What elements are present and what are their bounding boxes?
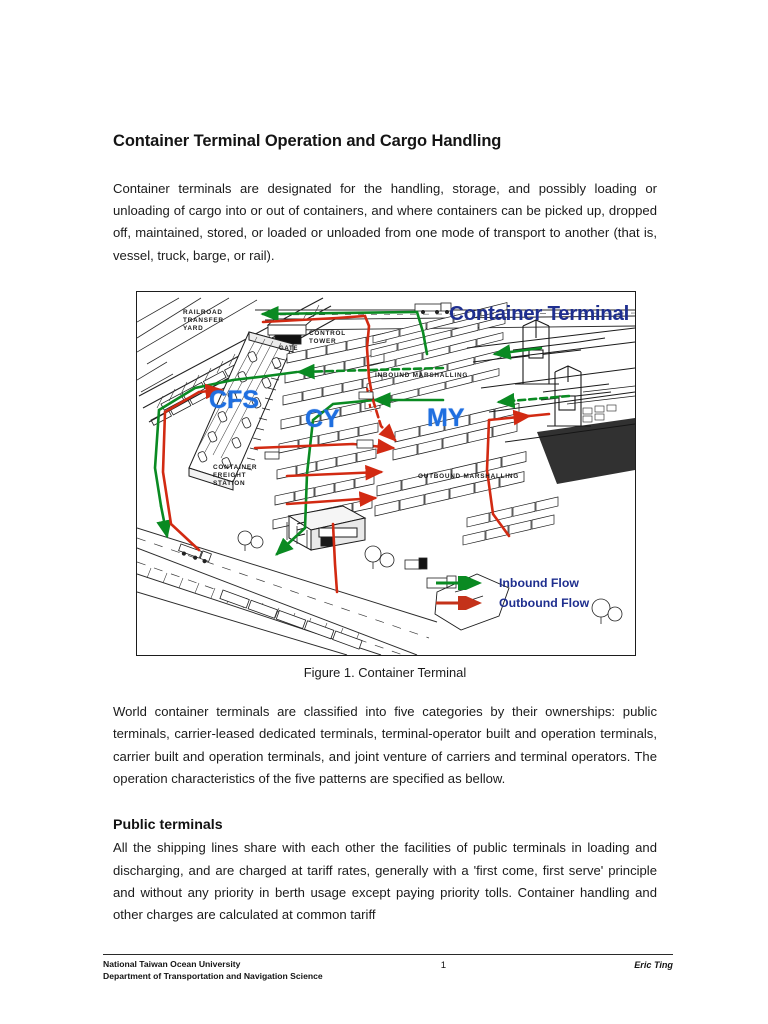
section-heading-public-terminals: Public terminals — [113, 817, 223, 834]
label-container-freight-station: CONTAINER FREIGHT STATION — [213, 463, 258, 488]
page-number: 1 — [440, 960, 447, 972]
outbound-arrow-icon — [433, 596, 491, 610]
figure-1 — [136, 291, 636, 680]
label-control-tower: CONTROL TOWER — [309, 329, 346, 346]
footer-department: Department of Transportation and Navigation Science — [103, 970, 323, 981]
public-terminals-paragraph: All the shipping lines share with each other the facilities of public terminals in loading and discharging, and are charged at tariff rates, generally with a 'first come, first serve' principle and without any priority in berth usage except paying priority tolls. Container handling and other charges are calculated at common tariff — [113, 840, 657, 923]
figure-image — [136, 291, 636, 656]
classification-paragraph: World container terminals are classified into five categories by their ownerships: public terminals, carrier-leased dedicated terminals, terminal-operator built and operation terminals, carrier built and operation terminals, and joint venture of carriers and terminal operators. The operation characteristics of the five patterns are specified as bellow. — [113, 703, 657, 786]
spacer — [113, 680, 657, 701]
intro-paragraph: Container terminals are designated for the handling, storage, and possibly loading or unloading of cargo into or out of containers, and where containers can be picked up, dropped off, maintained, stored, or loaded or unloaded from one mode of transport to another (that is, vessel, truck, barge, or rail). — [113, 180, 657, 263]
inbound-arrow-icon — [433, 576, 491, 590]
legend-row-inbound — [433, 573, 628, 593]
figure-overlay-title: Container Terminal — [449, 301, 629, 325]
yard-tag-cy: CY — [305, 404, 340, 433]
spacer — [113, 790, 657, 816]
page-footer — [103, 954, 673, 982]
figure-legend — [433, 573, 628, 613]
figure-caption: Figure 1. Container Terminal — [303, 664, 467, 680]
yard-tag-cfs: CFS — [209, 385, 259, 414]
footer-affiliation — [103, 959, 323, 982]
legend-row-outbound — [433, 593, 628, 613]
label-outbound-marshalling: OUTBOUND MARSHALLING — [418, 472, 519, 480]
label-inbound-marshalling: INBOUND MARSHALLING — [375, 371, 469, 379]
footer-author: Eric Ting — [634, 960, 673, 971]
legend-label-inbound: Inbound Flow — [499, 575, 579, 590]
label-railroad-transfer-yard: RAILROAD TRANSFER YARD — [183, 308, 224, 333]
yard-tag-my: MY — [427, 403, 465, 432]
footer-university: National Taiwan Ocean University — [103, 959, 241, 970]
label-gate: GATE — [279, 345, 299, 352]
legend-label-outbound: Outbound Flow — [499, 595, 590, 610]
spacer — [113, 267, 657, 291]
page-title: Container Terminal Operation and Cargo Handling — [113, 132, 502, 150]
document-content — [113, 132, 657, 927]
